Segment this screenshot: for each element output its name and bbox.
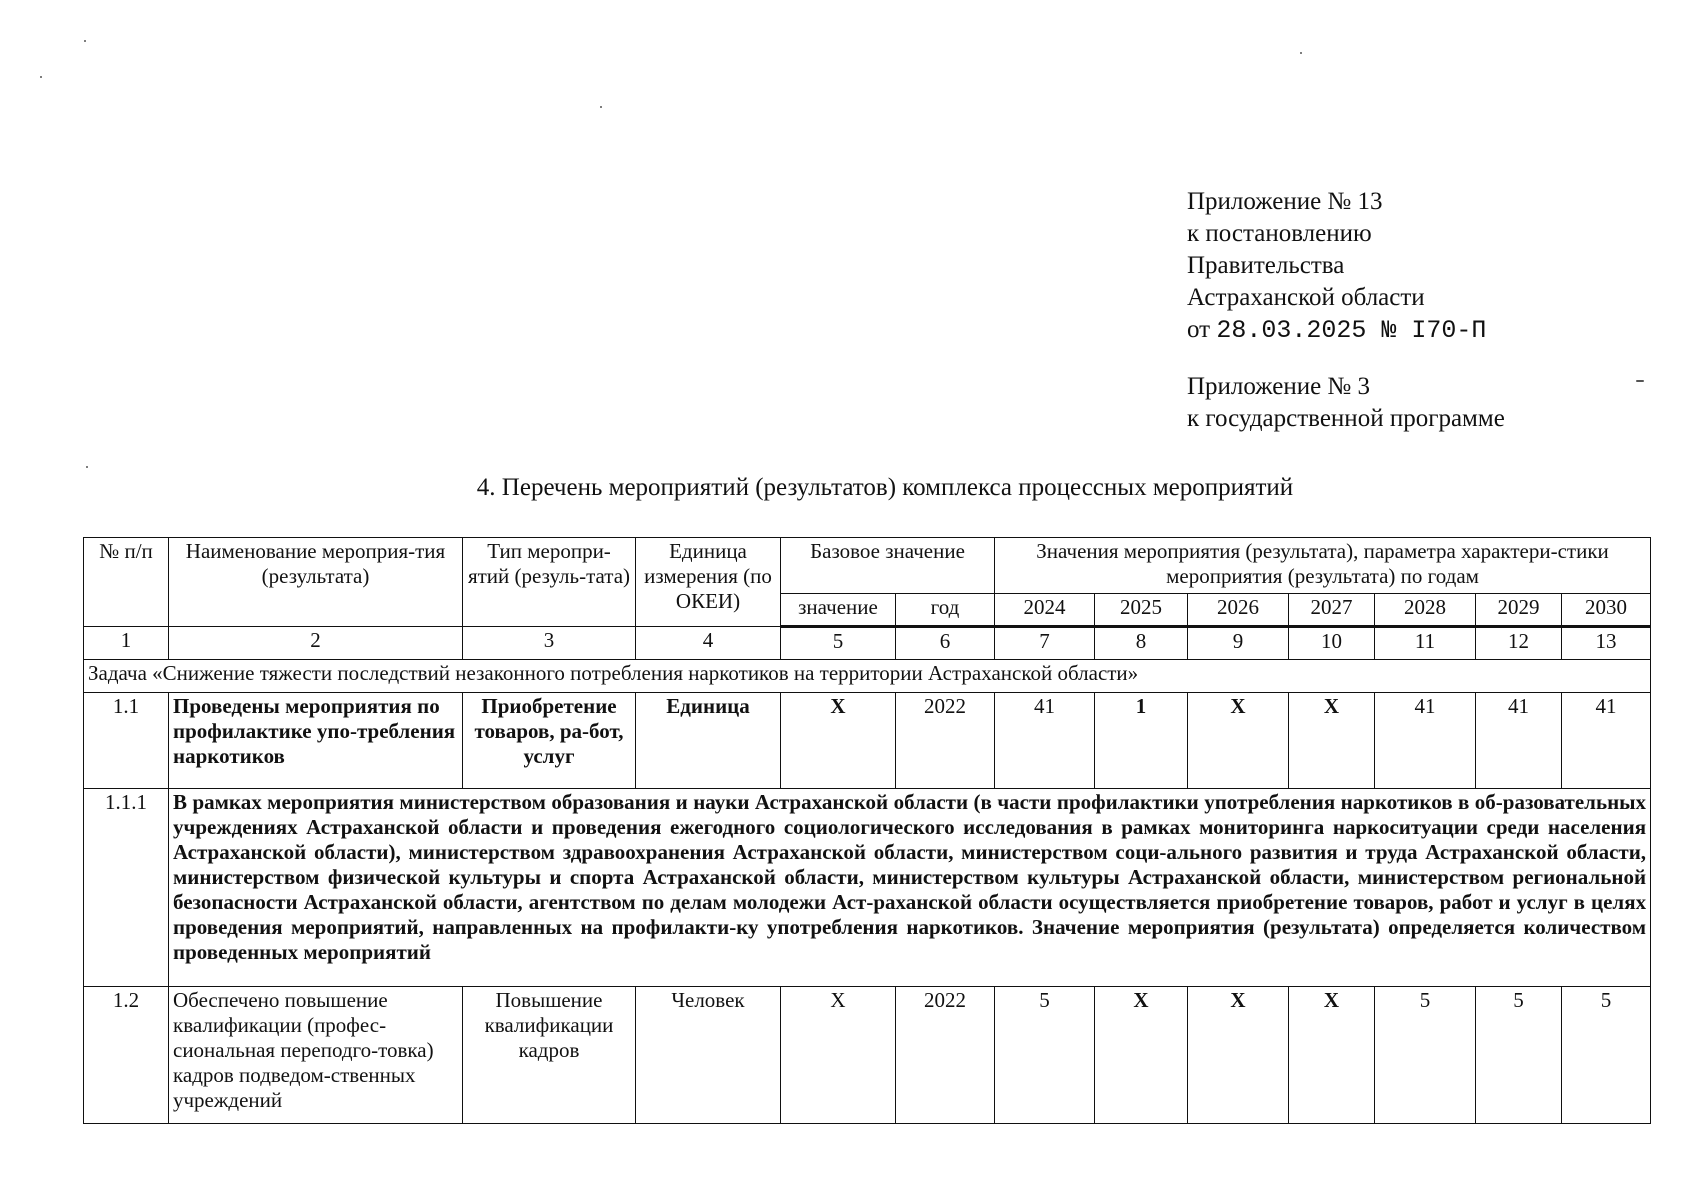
row-base-value: X bbox=[781, 987, 896, 1124]
appendix-line: Приложение № 3 bbox=[1187, 373, 1371, 400]
row-value: 41 bbox=[995, 693, 1095, 789]
column-number: 11 bbox=[1375, 627, 1476, 660]
column-number: 12 bbox=[1476, 627, 1562, 660]
row-base-year: 2022 bbox=[896, 693, 995, 789]
row-value: 5 bbox=[1375, 987, 1476, 1124]
measures-table bbox=[83, 537, 1651, 1124]
header-num: № п/п bbox=[84, 538, 169, 627]
scan-speck bbox=[600, 106, 602, 108]
header-row bbox=[84, 538, 1651, 594]
table-row bbox=[84, 693, 1651, 789]
row-base-value: X bbox=[781, 693, 896, 789]
header-base: Базовое значение bbox=[781, 538, 995, 594]
row-value: 5 bbox=[1476, 987, 1562, 1124]
column-number: 2 bbox=[169, 627, 463, 660]
row-num: 1.1 bbox=[84, 693, 169, 789]
document-title: 4. Перечень мероприятий (результатов) комплекса процессных мероприятий bbox=[476, 474, 1294, 501]
appendix-line: к постановлению bbox=[1187, 220, 1372, 247]
column-number: 7 bbox=[995, 627, 1095, 660]
row-value: 1 bbox=[1095, 693, 1188, 789]
column-number: 6 bbox=[896, 627, 995, 660]
header-year: 2026 bbox=[1188, 594, 1289, 627]
row-type: Приобретение товаров, ра-бот, услуг bbox=[463, 693, 636, 789]
column-number-row bbox=[84, 627, 1651, 660]
table-row bbox=[84, 987, 1651, 1124]
row-base-year: 2022 bbox=[896, 987, 995, 1124]
appendix-line: Астраханской области bbox=[1187, 284, 1425, 311]
row-unit: Человек bbox=[636, 987, 781, 1124]
row-value: 5 bbox=[1562, 987, 1651, 1124]
row-value: X bbox=[1095, 987, 1188, 1124]
scan-speck bbox=[86, 466, 88, 468]
scan-speck bbox=[84, 40, 86, 42]
header-name: Наименование мероприя-тия (результата) bbox=[169, 538, 463, 627]
row-num: 1.1.1 bbox=[84, 789, 169, 987]
row-type: Повышение квалификации кадров bbox=[463, 987, 636, 1124]
header-unit: Единица измерения (по ОКЕИ) bbox=[636, 538, 781, 627]
header-year: 2027 bbox=[1289, 594, 1375, 627]
header-year: 2030 bbox=[1562, 594, 1651, 627]
appendix-line: Правительства bbox=[1187, 252, 1345, 279]
row-name: Проведены мероприятия по профилактике упо-требления наркотиков bbox=[169, 693, 463, 789]
row-unit: Единица bbox=[636, 693, 781, 789]
row-description: В рамках мероприятия министерством образования и науки Астраханской области (в части профилактики употребления наркотиков в об-разовательных учреждениях Астраханской области и проведения ежегодного социологического исследования в рамках мониторинга наркоситуации среди населения Астраханской области), министерством здравоохранения Астраханской области, министерством соци-ального развития и труда Астраханской области, министерством физической культуры и спорта Астраханской области, министерством культуры Астраханской области, министерством региональной безопасности Астраханской области, агентством по делам молодежи Аст-раханской области осуществляется приобретение товаров, работ и услуг в целях проведения мероприятий, направленных на профилакти-ку употребления наркотиков. Значение мероприятия (результата) определяется количеством проведенных мероприятий bbox=[169, 789, 1651, 987]
column-number: 13 bbox=[1562, 627, 1651, 660]
column-number: 5 bbox=[781, 627, 896, 660]
scan-speck bbox=[1300, 52, 1302, 54]
header-years-group: Значения мероприятия (результата), параметра характери-стики мероприятия (результата) по годам bbox=[995, 538, 1651, 594]
appendix-line: Приложение № 13 bbox=[1187, 188, 1383, 215]
header-year: 2024 bbox=[995, 594, 1095, 627]
row-value: X bbox=[1188, 987, 1289, 1124]
row-value: 5 bbox=[995, 987, 1095, 1124]
row-value: 41 bbox=[1476, 693, 1562, 789]
date-prefix: от bbox=[1187, 316, 1211, 343]
header-year: 2028 bbox=[1375, 594, 1476, 627]
header-year: 2025 bbox=[1095, 594, 1188, 627]
decree-date-number: 28.03.2025 № I70-П bbox=[1216, 316, 1487, 345]
description-row bbox=[84, 789, 1651, 987]
scan-speck bbox=[40, 76, 42, 78]
task-row bbox=[84, 660, 1651, 693]
column-number: 4 bbox=[636, 627, 781, 660]
header-base-year: год bbox=[896, 594, 995, 627]
header-year: 2029 bbox=[1476, 594, 1562, 627]
column-number: 1 bbox=[84, 627, 169, 660]
appendix-line: к государственной программе bbox=[1187, 405, 1505, 432]
row-value: X bbox=[1289, 987, 1375, 1124]
column-number: 9 bbox=[1188, 627, 1289, 660]
header-type: Тип меропри-ятий (резуль-тата) bbox=[463, 538, 636, 627]
header-base-value: значение bbox=[781, 594, 896, 627]
appendix-block bbox=[1187, 186, 1505, 435]
row-name: Обеспечено повышение квалификации (профес-сиональная переподго-товка) кадров подведом-ственных учреждений bbox=[169, 987, 463, 1124]
row-value: X bbox=[1188, 693, 1289, 789]
task-title: Задача «Снижение тяжести последствий незаконного потребления наркотиков на территории Астраханской области» bbox=[84, 660, 1651, 693]
column-number: 3 bbox=[463, 627, 636, 660]
row-num: 1.2 bbox=[84, 987, 169, 1124]
appendix-date-line bbox=[1187, 314, 1505, 347]
scan-speck bbox=[1636, 380, 1644, 382]
row-value: X bbox=[1289, 693, 1375, 789]
column-number: 10 bbox=[1289, 627, 1375, 660]
column-number: 8 bbox=[1095, 627, 1188, 660]
row-value: 41 bbox=[1562, 693, 1651, 789]
row-value: 41 bbox=[1375, 693, 1476, 789]
